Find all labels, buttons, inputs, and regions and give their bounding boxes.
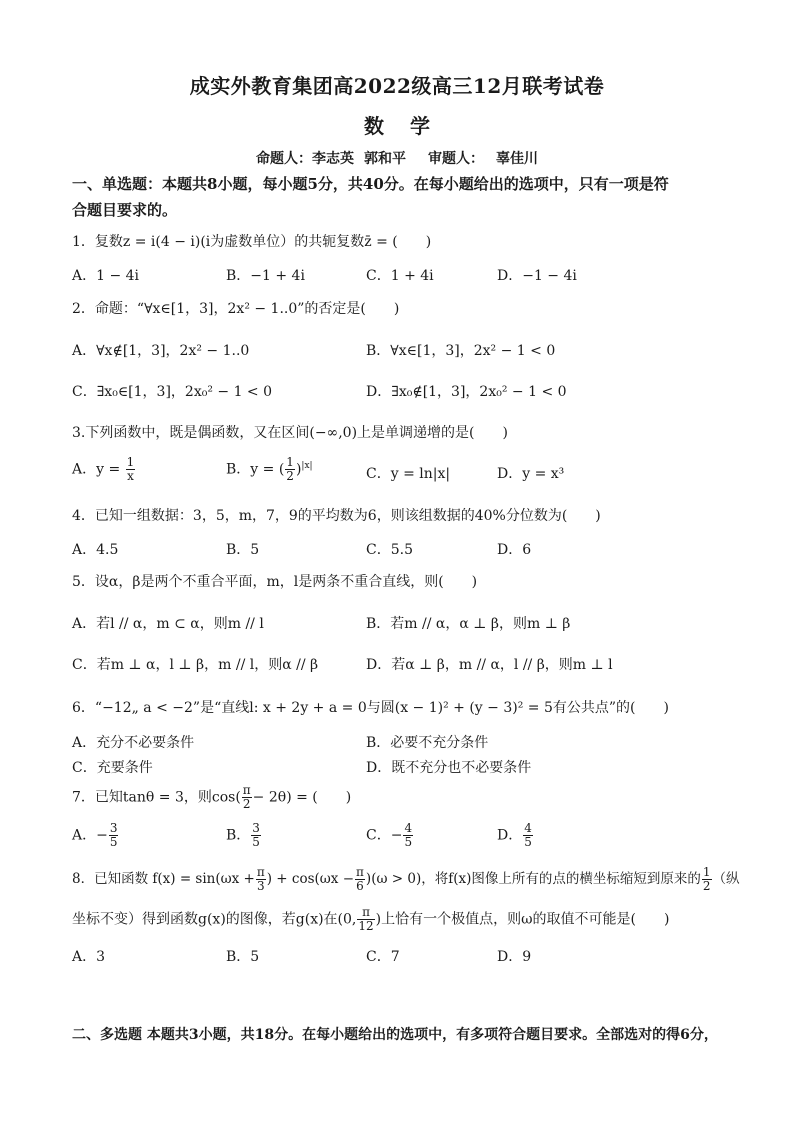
q1-option-a: A．1 − 4i [72, 268, 140, 284]
q8-frac1-num: π [256, 865, 265, 879]
q5-stem: 5．设α，β是两个不重合平面，m，l是两条不重合直线，则( ) [72, 574, 478, 590]
q1-option-d: D．−1 − 4i [497, 268, 577, 284]
q4-option-d: D．6 [497, 542, 532, 558]
q6-option-c: C．充要条件 [72, 760, 153, 776]
q8-l2-a: 坐标不变）得到函数g(x)的图像，若g(x)在(0, [72, 911, 357, 928]
q8-frac3-num: 1 [702, 865, 711, 879]
q2-option-d: D．∃x₀∉[1，3]，2x₀² − 1 < 0 [366, 384, 567, 400]
q8-l2-b: )上恰有一个极值点，则ω的取值不可能是( ) [375, 911, 670, 928]
q7-stem-fraction [242, 784, 252, 811]
q3-a-fraction [126, 456, 136, 483]
q7-a-num: 3 [109, 821, 118, 835]
q7-d-fraction [523, 822, 533, 849]
q3-b-num: 1 [286, 455, 294, 469]
q3-option-d: D．y = x³ [497, 466, 565, 482]
q3-a-num: 1 [126, 455, 135, 469]
q6-stem: 6．“−12„ a < −2”是“直线l: x + 2y + a = 0与圆(x − 1)² + (y − 3)² = 5有公共点”的( ) [72, 700, 669, 716]
section2-heading: 二、多选题 本题共3小题，共18分。在每小题给出的选项中，有多项符合题目要求。全部选对的得6分， [72, 1027, 718, 1043]
q3-b-den: 2 [286, 469, 294, 483]
q1-option-c: C．1 + 4i [366, 268, 434, 284]
q7-d-sign: D． [497, 827, 523, 844]
setter-label: 命题人： [256, 151, 312, 167]
q7-a-sign: A．− [72, 827, 108, 844]
q2-option-c: C．∃x₀∈[1，3]，2x₀² − 1 < 0 [72, 384, 273, 400]
q6-option-a: A．充分不必要条件 [72, 735, 195, 751]
q3-option-b [226, 456, 313, 483]
q8-frac4-den: 12 [358, 919, 374, 933]
q7-b-fraction [251, 822, 261, 849]
reviewer-label: 审题人： [428, 151, 484, 167]
q3-stem: 3.下列函数中，既是偶函数，又在区间(−∞,0)上是单调递增的是( ) [72, 425, 508, 441]
q8-frac4 [357, 906, 374, 933]
subject-title: 数学 [364, 114, 456, 138]
q8-l1-d: （纵 [712, 871, 740, 887]
q7-c-num: 4 [404, 821, 413, 835]
q8-l1-a: 8．已知函数 f(x) = sin(ωx + [72, 871, 255, 887]
section1-heading-line1: 一、单选题：本题共8小题，每小题5分，共40分。在每小题给出的选项中，只有一项是符 [72, 175, 669, 193]
setter-name-1: 李志英 [312, 151, 354, 167]
q8-option-d: D．9 [497, 949, 532, 965]
q4-option-c: C．5.5 [366, 542, 413, 558]
q8-frac4-num: π [357, 906, 374, 920]
q6-option-d: D．既不充分也不必要条件 [366, 760, 532, 776]
q8-l1-c: )(ω > 0)，将f(x)图像上所有的点的横坐标缩短到原来的 [365, 871, 701, 887]
q3-option-a [72, 456, 136, 483]
q2-option-a: A．∀x∉[1，3]，2x² − 1..0 [72, 343, 250, 359]
q7-d-den: 5 [524, 835, 532, 849]
q3-b-suffix: ) [295, 461, 302, 478]
q3-b-fraction [285, 456, 295, 483]
q7-b-sign: B． [226, 827, 251, 844]
q7-c-sign: C．− [366, 827, 403, 844]
q7-stem-num: π [242, 783, 251, 797]
q7-d-num: 4 [524, 821, 532, 835]
q8-frac1-den: 3 [256, 879, 265, 893]
q1-stem: 1．复数z = i(4 − i)(i为虚数单位）的共轭复数z̄ = ( ) [72, 234, 432, 250]
q8-stem-line2 [72, 906, 669, 933]
q7-option-b [226, 822, 262, 849]
q4-stem: 4．已知一组数据：3，5，m，7，9的平均数为6，则该组数据的40%分位数为( ) [72, 508, 601, 524]
q3-b-exponent: |x| [301, 460, 313, 471]
q3-option-c: C．y = ln|x| [366, 466, 451, 482]
q7-option-a [72, 822, 119, 849]
q8-frac2-den: 6 [356, 879, 364, 893]
q7-stem-a: 7．已知tanθ = 3，则cos( [72, 789, 241, 806]
reviewer-name: 辜佳川 [496, 151, 538, 167]
q8-option-c: C．7 [366, 949, 400, 965]
q7-b-den: 5 [252, 835, 260, 849]
q3-a-prefix: A．y = [72, 461, 121, 478]
q8-frac3 [702, 866, 712, 893]
q7-stem-b: − 2θ) = ( ) [252, 789, 352, 806]
setter-name-2: 郭和平 [364, 151, 406, 167]
q7-a-den: 5 [109, 835, 118, 849]
q2-option-b: B．∀x∈[1，3]，2x² − 1 < 0 [366, 343, 556, 359]
q8-frac2-num: π [356, 865, 364, 879]
q7-c-fraction [403, 822, 413, 849]
q8-frac1 [256, 866, 266, 893]
q8-frac2 [355, 866, 365, 893]
exam-title: 成实外教育集团高2022级高三12月联考试卷 [189, 74, 605, 98]
authors-line [0, 148, 794, 168]
q5-option-d: D．若α ⊥ β，m // α，l // β，则m ⊥ l [366, 657, 613, 673]
q8-option-b: B．5 [226, 949, 260, 965]
q5-option-b: B．若m // α，α ⊥ β，则m ⊥ β [366, 616, 571, 632]
q7-option-d [497, 822, 534, 849]
q7-b-num: 3 [252, 821, 260, 835]
q8-option-a: A．3 [72, 949, 106, 965]
q7-stem-den: 2 [242, 797, 251, 811]
q2-stem: 2．命题：“∀x∈[1，3]，2x² − 1..0”的否定是( ) [72, 301, 400, 317]
q4-option-a: A．4.5 [72, 542, 119, 558]
q5-option-c: C．若m ⊥ α，l ⊥ β，m // l，则α // β [72, 657, 319, 673]
q3-a-den: x [127, 469, 134, 483]
q7-a-fraction [109, 822, 119, 849]
q6-option-b: B．必要不充分条件 [366, 735, 489, 751]
q3-b-prefix: B．y = ( [226, 461, 285, 478]
q7-option-c [366, 822, 414, 849]
section1-heading-line2: 合题目要求的。 [72, 201, 178, 219]
q4-option-b: B．5 [226, 542, 260, 558]
q8-l1-b: ) + cos(ωx − [266, 871, 355, 887]
q7-c-den: 5 [404, 835, 413, 849]
q8-stem-line1 [72, 866, 740, 893]
q5-option-a: A．若l // α，m ⊂ α，则m // l [72, 616, 264, 632]
q8-frac3-den: 2 [702, 879, 711, 893]
q1-option-b: B．−1 + 4i [226, 268, 305, 284]
q7-stem [72, 784, 351, 811]
